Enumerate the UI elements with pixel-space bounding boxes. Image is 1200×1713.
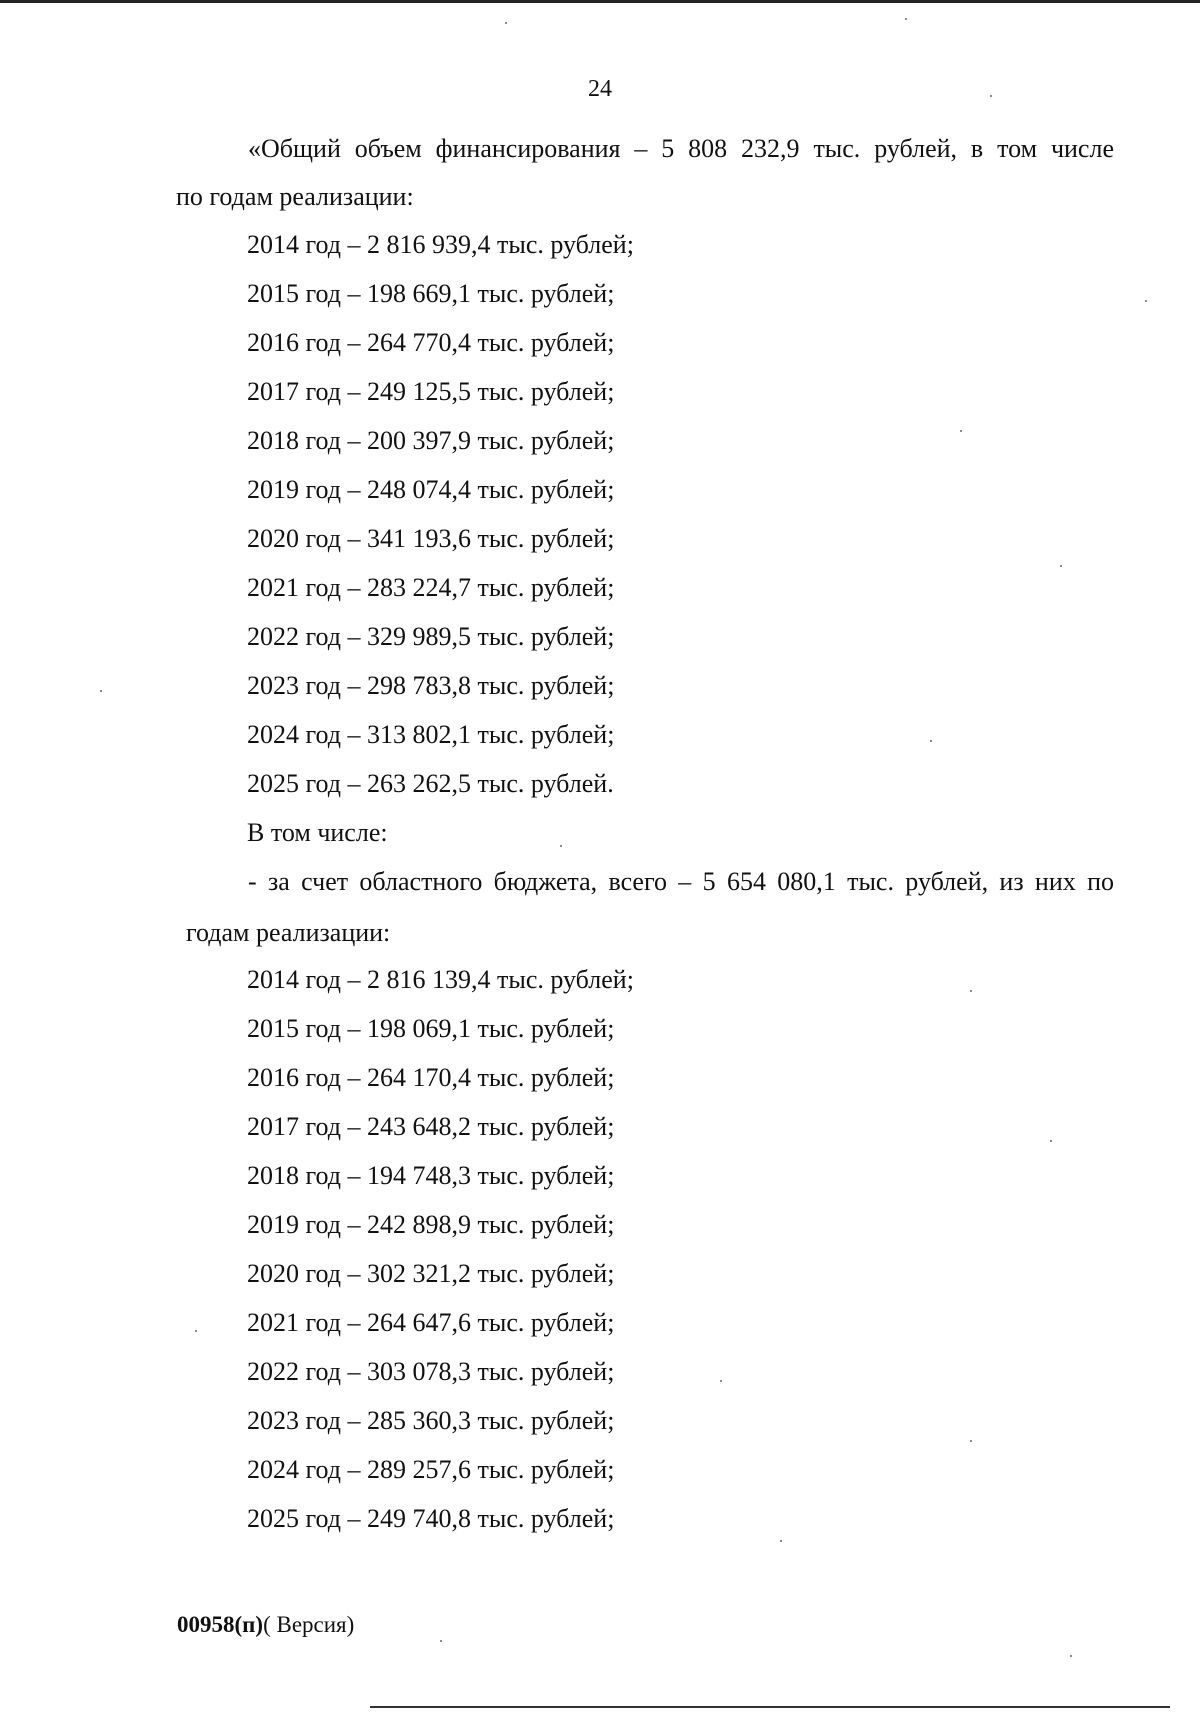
total-year-2024: 2024 год – 313 802,1 тыс. рублей; [247,720,615,749]
regional-year-2014: 2014 год – 2 816 139,4 тыс. рублей; [247,965,634,994]
total-year-2025: 2025 год – 263 262,5 тыс. рублей. [247,769,614,798]
regional-year-2024: 2024 год – 289 257,6 тыс. рублей; [247,1455,615,1484]
scan-speck [440,1640,442,1642]
regional-year-2015: 2015 год – 198 069,1 тыс. рублей; [247,1014,615,1043]
scan-speck [905,18,907,20]
regional-year-2023: 2023 год – 285 360,3 тыс. рублей; [247,1406,615,1435]
scan-speck [1145,300,1147,302]
regional-year-2018: 2018 год – 194 748,3 тыс. рублей; [247,1161,615,1190]
total-year-2020: 2020 год – 341 193,6 тыс. рублей; [247,524,615,553]
regional-year-2017: 2017 год – 243 648,2 тыс. рублей; [247,1112,615,1141]
scan-speck [970,990,972,992]
scan-speck [100,690,102,692]
scan-speck [930,740,932,742]
total-year-2015: 2015 год – 198 669,1 тыс. рублей; [247,279,615,308]
total-year-2022: 2022 год – 329 989,5 тыс. рублей; [247,622,615,651]
regional-year-2019: 2019 год – 242 898,9 тыс. рублей; [247,1210,615,1239]
including-label: В том числе: [247,818,388,847]
scan-speck [970,1440,972,1442]
regional-year-2020: 2020 год – 302 321,2 тыс. рублей; [247,1259,615,1288]
top-scan-edge [0,0,1200,3]
total-year-2019: 2019 год – 248 074,4 тыс. рублей; [247,475,615,504]
regional-budget-line-2: годам реализации: [186,918,391,947]
scan-speck [990,95,992,97]
scan-speck [720,1380,722,1382]
page-number: 24 [588,76,612,102]
scan-speck [1070,1655,1072,1657]
total-year-2016: 2016 год – 264 770,4 тыс. рублей; [247,328,615,357]
total-year-2023: 2023 год – 298 783,8 тыс. рублей; [247,671,615,700]
total-year-2018: 2018 год – 200 397,9 тыс. рублей; [247,426,615,455]
regional-year-2016: 2016 год – 264 170,4 тыс. рублей; [247,1063,615,1092]
total-year-2014: 2014 год – 2 816 939,4 тыс. рублей; [247,230,634,259]
regional-year-2025: 2025 год – 249 740,8 тыс. рублей; [247,1504,615,1533]
scan-speck [1050,1140,1052,1142]
document-version: ( Версия) [263,1612,355,1637]
scan-speck [195,1330,197,1332]
scan-speck [1060,565,1062,567]
regional-year-2021: 2021 год – 264 647,6 тыс. рублей; [247,1308,615,1337]
total-year-2017: 2017 год – 249 125,5 тыс. рублей; [247,377,615,406]
scan-speck [960,430,962,432]
document-footer [177,1610,354,1640]
total-financing-line-1: «Общий объем финансирования – 5 808 232,9 тыс. рублей, в том числе [248,134,1114,163]
regional-year-2022: 2022 год – 303 078,3 тыс. рублей; [247,1357,615,1386]
scan-speck [780,1540,782,1542]
bottom-scan-edge [370,1706,1170,1708]
total-financing-line-2: по годам реализации: [176,182,414,211]
regional-budget-line-1: - за счет областного бюджета, всего – 5 654 080,1 тыс. рублей, из них по [248,867,1114,896]
scan-speck [560,845,562,847]
scan-speck [505,22,507,24]
document-code: 00958(п) [177,1612,264,1637]
total-year-2021: 2021 год – 283 224,7 тыс. рублей; [247,573,615,602]
